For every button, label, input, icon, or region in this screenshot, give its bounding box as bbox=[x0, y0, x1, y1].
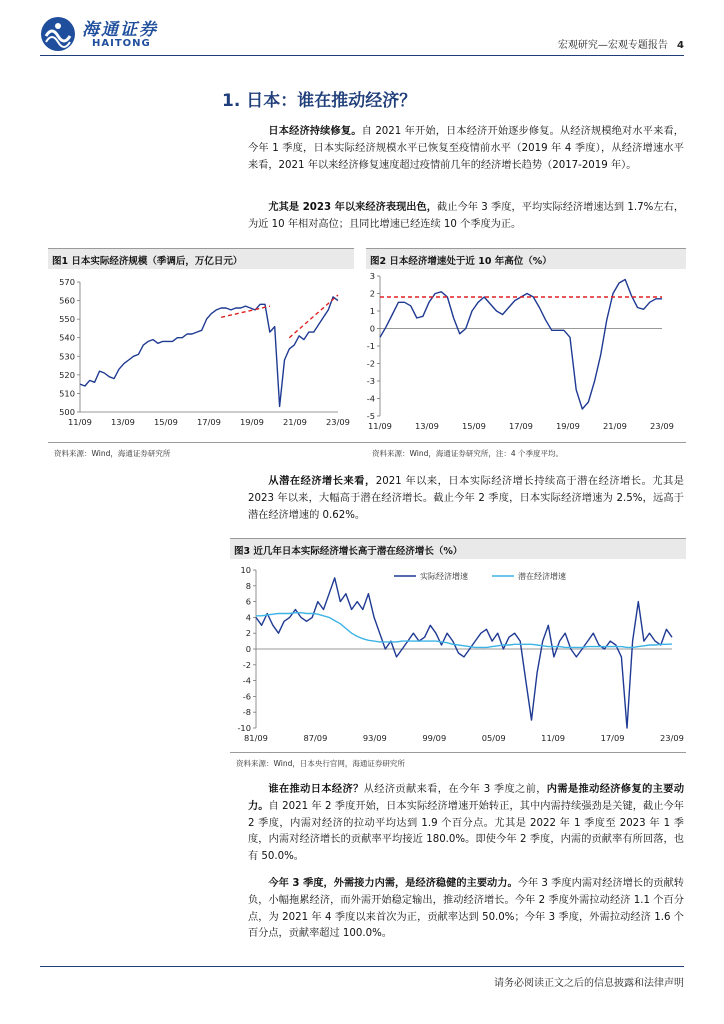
y-tick-label: -2 bbox=[366, 358, 375, 369]
x-tick-label: 15/09 bbox=[154, 417, 178, 427]
section-title: 1. 日本：谁在推动经济？ bbox=[222, 91, 417, 111]
fig1-caption: 图1 日本实际经济规模（季调后，万亿日元） bbox=[52, 256, 243, 267]
y-tick-label: -4 bbox=[366, 393, 375, 404]
p3-text: 2021 年以来，日本实际经济增长持续高于潜在经济增长。尤其是 2023 年以来，大幅高于潜在经济增长。截止今年 2 季度，日本实际经济增速为 2.5%，远高于潜在经济增速的 0.62%。 bbox=[248, 476, 684, 521]
report-type: 宏观研究—宏观专题报告 bbox=[557, 40, 668, 51]
fig2-caption-bar bbox=[366, 248, 686, 269]
x-tick-label: 81/09 bbox=[244, 733, 268, 743]
p2-text: 截止今年 3 季度，平均实际经济增速达到 1.7%左右，为近 10 年相对高位；且同比增速已经连续 10 个季度为正。 bbox=[248, 202, 685, 230]
paragraph-3 bbox=[248, 474, 684, 524]
p4-bold: 谁在推动日本经济？ bbox=[268, 784, 364, 795]
y-tick-label: 4 bbox=[245, 612, 251, 623]
x-tick-label: 17/09 bbox=[509, 421, 533, 431]
y-tick-label: 8 bbox=[245, 580, 251, 591]
fig3-source: 资料来源：Wind，日本央行官网，海通证券研究所 bbox=[236, 759, 405, 768]
x-tick-label: 23/09 bbox=[660, 733, 684, 743]
y-tick-label: -2 bbox=[242, 659, 251, 670]
y-tick-label: 1 bbox=[369, 306, 375, 316]
x-tick-label: 19/09 bbox=[240, 417, 264, 427]
y-tick-label: 2 bbox=[369, 288, 375, 299]
y-tick-label: 3 bbox=[369, 271, 375, 281]
x-tick-label: 23/09 bbox=[326, 417, 350, 427]
p2-bold: 尤其是 2023 年以来经济表现出色， bbox=[268, 202, 438, 213]
x-tick-label: 13/09 bbox=[415, 421, 439, 431]
fig3-caption: 图3 近几年日本实际经济增长高于潜在经济增长（%） bbox=[234, 546, 463, 557]
x-tick-label: 17/09 bbox=[197, 417, 221, 427]
x-tick-label: 21/09 bbox=[283, 417, 307, 427]
legend-label: 实际经济增速 bbox=[420, 572, 468, 581]
footer-rule bbox=[40, 966, 684, 967]
fig3-caption-bar bbox=[230, 538, 686, 559]
y-tick-label: 0 bbox=[245, 644, 251, 654]
y-tick-label: -1 bbox=[366, 341, 375, 351]
p1-text: 自 2021 年开始，日本经济开始逐步修复。从经济规模绝对水平来看，今年 1 季度，日本实际经济规模水平已恢复至疫情前水平（2019 年 4 季度），从经济增速水平来看，2021 年以来经济修复速度超过疫情前几年的经济增长趋势（2017-2019 年）。 bbox=[248, 126, 684, 171]
fig1-caption-bar bbox=[48, 248, 354, 269]
x-tick-label: 23/09 bbox=[650, 421, 674, 431]
y-tick-label: 6 bbox=[245, 596, 251, 607]
p5-bold: 今年 3 季度，外需接力内需，是经济稳健的主要动力。 bbox=[268, 878, 518, 889]
trend-line-1 bbox=[221, 306, 270, 317]
y-tick-label: -4 bbox=[242, 675, 251, 686]
brand-en: HAITONG bbox=[92, 38, 151, 49]
x-tick-label: 93/09 bbox=[362, 733, 387, 743]
x-tick-label: 13/09 bbox=[111, 417, 135, 427]
fig2-source: 资料来源：Wind，海通证券研究所，注：4 个季度平均。 bbox=[372, 449, 564, 458]
page-number: 4 bbox=[677, 40, 684, 51]
header-rule bbox=[40, 55, 684, 56]
p4-mid: 从经济贡献来看，在今年 3 季度之前， bbox=[363, 784, 547, 795]
series-line-0 bbox=[256, 578, 672, 728]
y-tick-label: 10 bbox=[240, 565, 251, 575]
y-tick-label: -8 bbox=[242, 707, 251, 718]
haitong-logo-icon bbox=[40, 16, 76, 52]
x-tick-label: 17/09 bbox=[600, 733, 625, 743]
logo bbox=[40, 14, 180, 52]
y-tick-label: 560 bbox=[59, 295, 75, 306]
footer-text: 请务必阅读正文之后的信息披露和法律声明 bbox=[494, 978, 684, 989]
x-tick-label: 21/09 bbox=[603, 421, 627, 431]
x-tick-label: 11/09 bbox=[68, 417, 92, 427]
x-tick-label: 11/09 bbox=[541, 733, 566, 743]
x-tick-label: 19/09 bbox=[556, 421, 580, 431]
paragraph-5 bbox=[248, 876, 684, 943]
p5-text: 今年 3 季度内需对经济增长的贡献转负，小幅拖累经济，而外需开始稳定输出，推动经济增长。今年 2 季度外需拉动经济 1.1 个百分点，为 2021 年 4 季度以来首次为正，贡献率达到 50.0%；今年 3 季度，外需拉动经济 1.6 个百分点，贡献率超过 100.0%。 bbox=[248, 878, 684, 940]
fig3-chart bbox=[230, 560, 686, 750]
legend-label: 潜在经济增速 bbox=[518, 572, 566, 581]
paragraph-2 bbox=[248, 200, 684, 234]
fig2-caption: 图2 日本经济增速处于近 10 年高位（%） bbox=[370, 256, 552, 267]
y-tick-label: 500 bbox=[59, 407, 75, 417]
fig2-chart bbox=[366, 270, 686, 440]
paragraph-1 bbox=[248, 124, 684, 174]
y-tick-label: -3 bbox=[366, 376, 375, 386]
p4-bold2: 内需是推动经济修复的主要动力。 bbox=[248, 784, 685, 812]
x-tick-label: 05/09 bbox=[481, 733, 506, 743]
fig12-source-rule bbox=[48, 442, 686, 443]
fig1-chart bbox=[48, 270, 354, 440]
fig1-source: 资料来源：Wind，海通证券研究所 bbox=[54, 449, 171, 458]
y-tick-label: -10 bbox=[237, 723, 251, 733]
fig3-source-rule bbox=[230, 752, 686, 753]
series-line-0 bbox=[380, 280, 662, 410]
y-tick-label: 540 bbox=[59, 332, 75, 343]
x-tick-label: 11/09 bbox=[368, 421, 392, 431]
y-tick-label: 510 bbox=[59, 388, 75, 399]
y-tick-label: 570 bbox=[59, 277, 75, 287]
y-tick-label: -6 bbox=[242, 691, 251, 702]
p4-text: 自 2021 年 2 季度开始，日本实际经济增速开始转正，其中内需持续强劲是关键，截止今年 2 季度，内需对经济的拉动平均达到 1.9 个百分点。尤其是 2022 年 1 季度至 2023 年 1 季度，内需对经济增长的贡献率平均接近 180.0%。即使今年 2 季度，内需的贡献率有所回落，也有 50.0%。 bbox=[248, 800, 684, 863]
y-tick-label: 550 bbox=[59, 314, 75, 325]
header-right bbox=[558, 36, 684, 51]
paragraph-4 bbox=[248, 782, 684, 866]
y-tick-label: 0 bbox=[369, 323, 375, 334]
y-tick-label: 2 bbox=[245, 628, 251, 639]
p3-bold: 从潜在经济增长来看， bbox=[268, 476, 376, 487]
y-tick-label: 530 bbox=[59, 351, 75, 362]
p1-bold: 日本经济持续修复。 bbox=[268, 126, 362, 137]
x-tick-label: 15/09 bbox=[462, 421, 486, 431]
series-line-0 bbox=[80, 297, 338, 407]
y-tick-label: -5 bbox=[366, 411, 375, 421]
x-tick-label: 87/09 bbox=[303, 733, 328, 743]
brand-cn: 海通证券 bbox=[82, 20, 158, 40]
x-tick-label: 99/09 bbox=[422, 733, 447, 743]
y-tick-label: 520 bbox=[59, 369, 75, 380]
